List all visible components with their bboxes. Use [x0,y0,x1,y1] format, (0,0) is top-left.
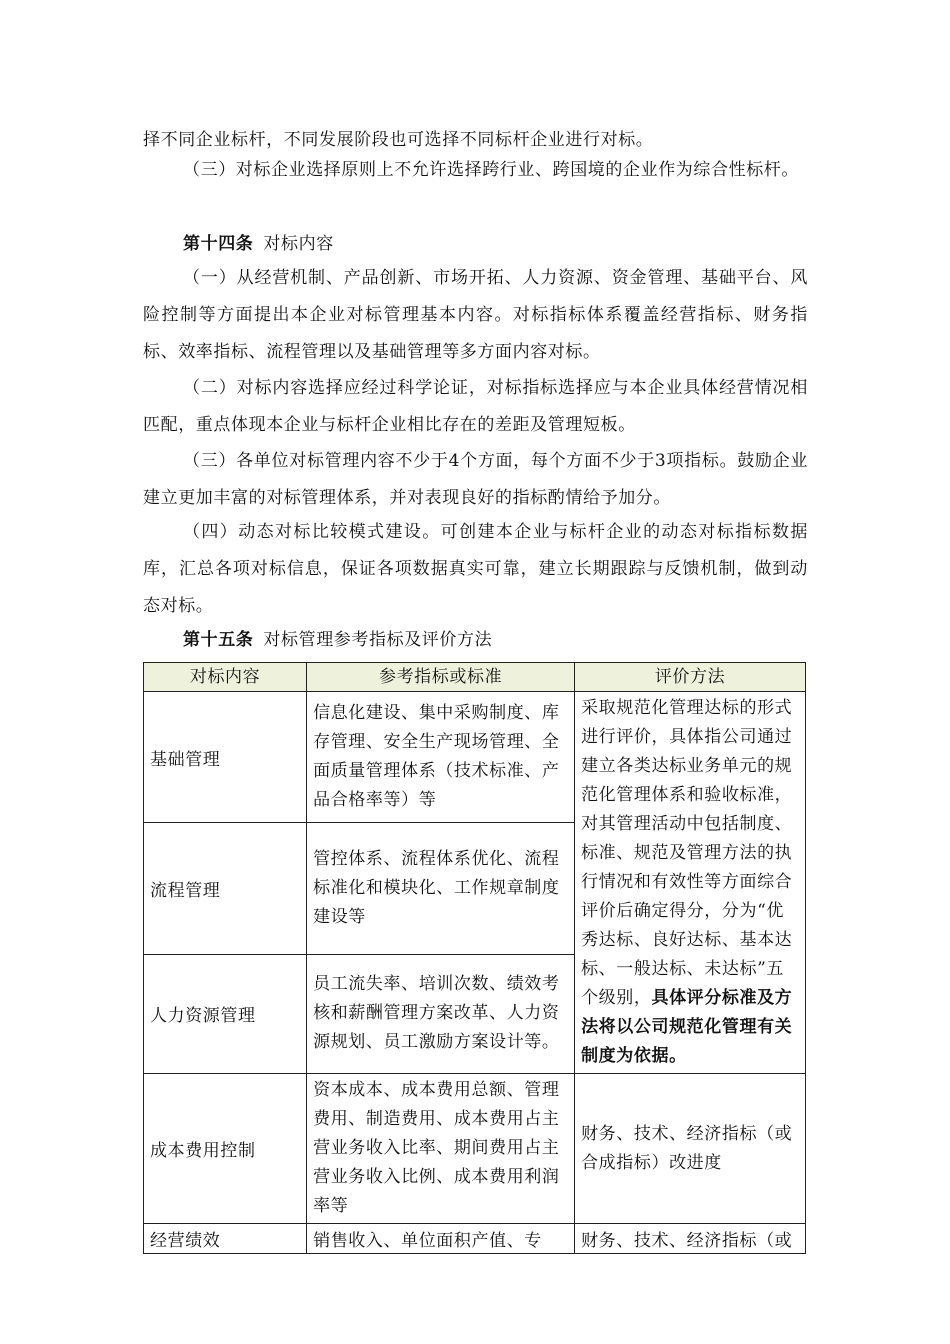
method-text: 采取规范化管理达标的形式进行评价，具体指公司通过建立各类达标业务单元的规范化管理体系和验收标准，对其管理活动中包括制度、标准、规范及管理方法的执行情况和有效性等方面综合评价后确定得分，分为“优秀达标、良好达标、基本达标、一般达标、未达标”五个级别， [581,698,793,1008]
row-method: 财务、技术、经济指标（或 [575,1224,806,1254]
row-content: 经营绩效 [144,1224,307,1254]
merged-method-cell [575,692,806,1074]
paragraph-14-1: （一）从经营机制、产品创新、市场开拓、人力资源、资金管理、基础平台、风险控制等方面提出本企业对标管理基本内容。对标指标体系覆盖经营指标、财务指标、效率指标、流程管理以及基础管理等多方面内容对标。 [143,268,808,362]
article-14-heading [183,226,334,263]
paragraph-14-4: （四）动态对标比较模式建设。可创建本企业与标杆企业的动态对标指标数据库，汇总各项对标信息，保证各项数据真实可靠，建立长期跟踪与反馈机制，做到动态对标。 [143,522,808,616]
article-15-number: 第十五条 [183,630,254,650]
paragraph-14-3: （三）各单位对标管理内容不少于4个方面，每个方面不少于3项指标。鼓励企业建立更加丰富的对标管理体系，并对表现良好的指标酌情给予加分。 [143,451,808,508]
row-indicators: 管控体系、流程体系优化、流程标准化和模块化、工作规章制度建设等 [307,823,575,954]
row-indicators: 销售收入、单位面积产值、专 [307,1224,575,1254]
article-15-heading [183,622,492,659]
paragraph-item-3: （三）对标企业选择原则上不允许选择跨行业、跨国境的企业作为综合性标杆。 [183,160,799,180]
header-method: 评价方法 [575,663,806,692]
row-indicators: 信息化建设、集中采购制度、库存管理、安全生产现场管理、全面质量管理体系（技术标准、产品合格率等）等 [307,692,575,823]
table-row [144,1224,806,1254]
row-content: 流程管理 [144,823,307,954]
paragraph-14-2: （二）对标内容选择应经过科学论证，对标指标选择应与本企业具体经营情况相匹配，重点体现本企业与标杆企业相比存在的差距及管理短板。 [143,378,808,435]
table-header-row [144,663,806,692]
method-text-bold: 具体评分标准及方法将以公司规范化管理有关制度为依据。 [581,988,793,1066]
row-content: 基础管理 [144,692,307,823]
row-indicators: 资本成本、成本费用总额、管理费用、制造费用、成本费用占主营业务收入比率、期间费用占主营业务收入比例、成本费用利润率等 [307,1074,575,1224]
header-indicators: 参考指标或标准 [307,663,575,692]
article-15-title: 对标管理参考指标及评价方法 [263,630,493,650]
row-content: 人力资源管理 [144,954,307,1073]
row-indicators: 员工流失率、培训次数、绩效考核和薪酬管理方案改革、人力资源规划、员工激励方案设计等。 [307,954,575,1073]
header-content: 对标内容 [144,663,307,692]
article-14-number: 第十四条 [183,234,254,254]
table-row [144,1074,806,1224]
table-row [144,692,806,823]
row-content: 成本费用控制 [144,1074,307,1224]
paragraph-continuation: 择不同企业标杆，不同发展阶段也可选择不同标杆企业进行对标。 [143,130,654,150]
row-method: 财务、技术、经济指标（或合成指标）改进度 [575,1074,806,1224]
benchmark-table [143,662,806,1254]
article-14-title: 对标内容 [263,234,334,254]
